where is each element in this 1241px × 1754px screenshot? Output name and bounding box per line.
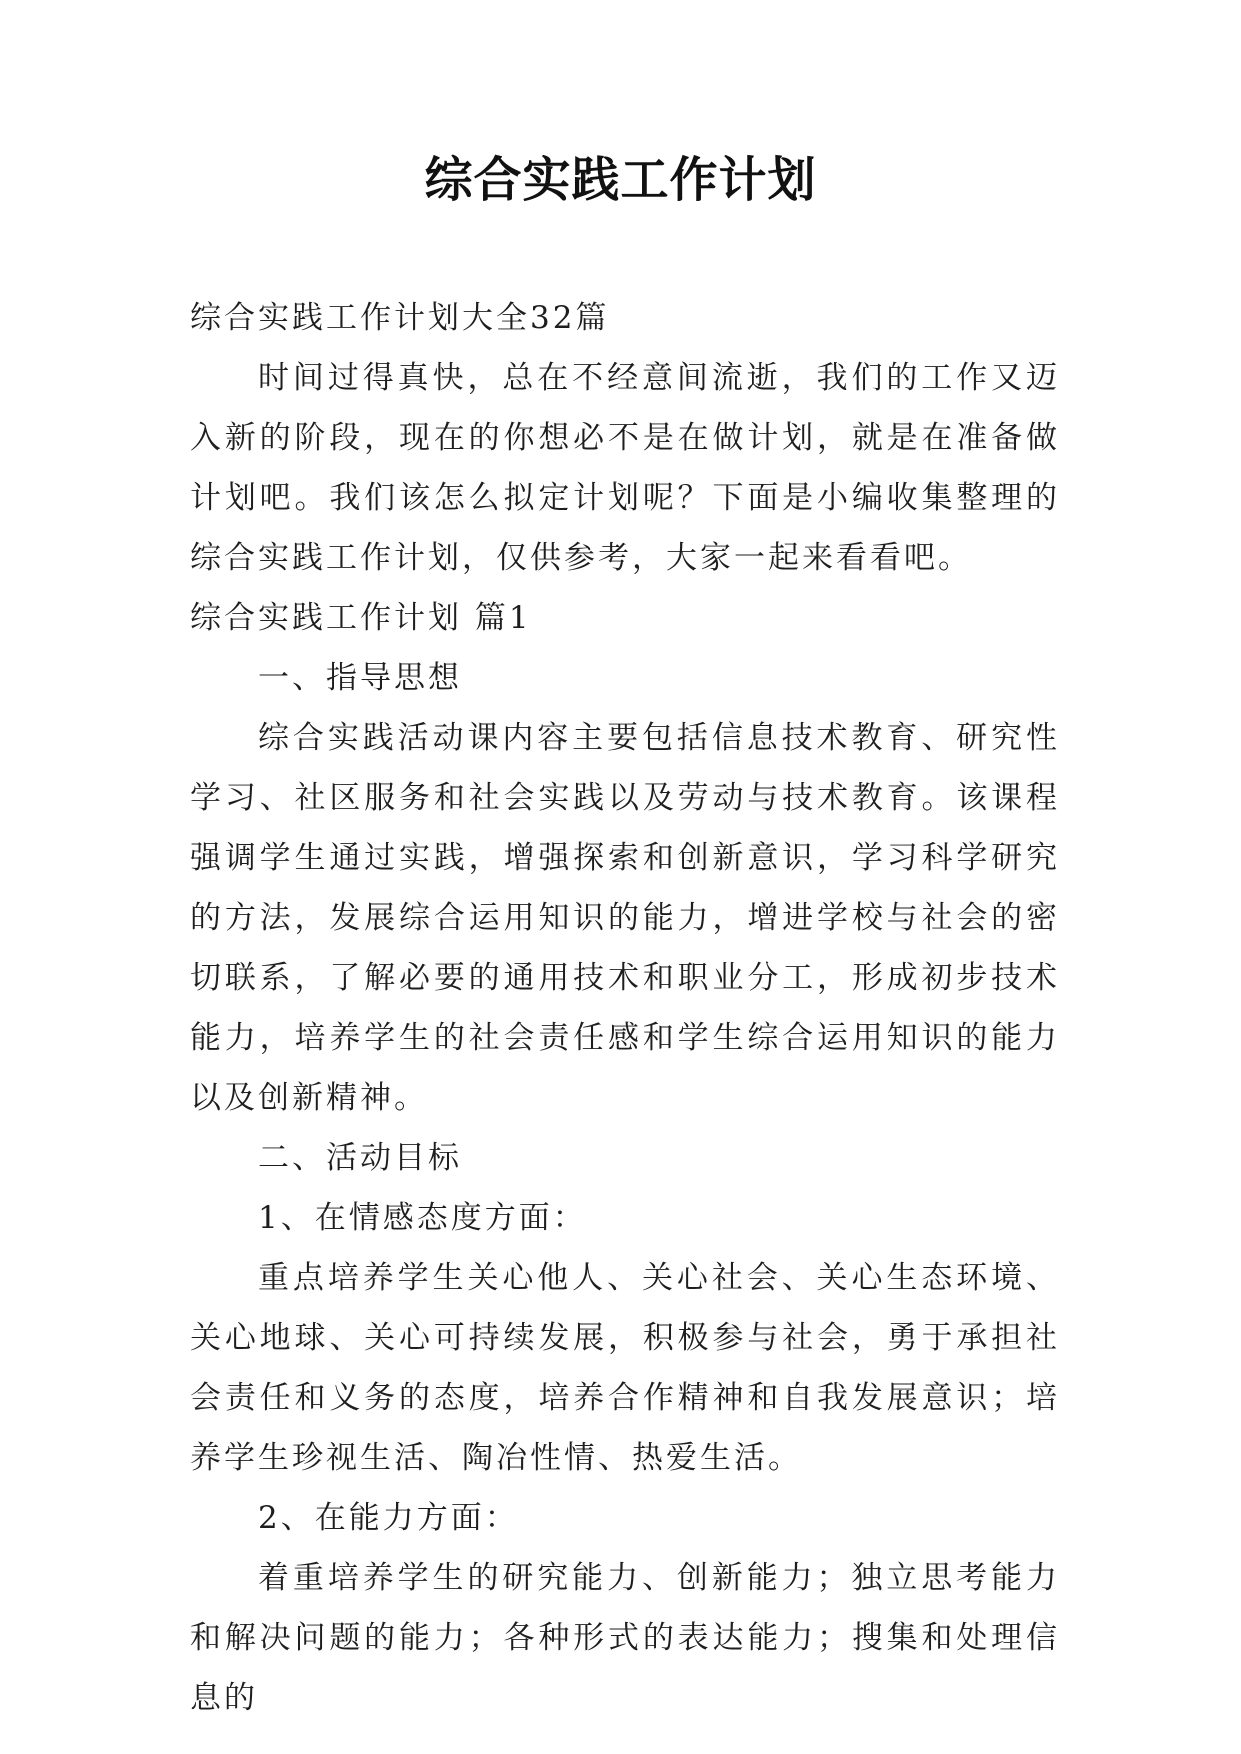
emotional-attitude-paragraph: 重点培养学生关心他人、关心社会、关心生态环境、关心地球、关心可持续发展，积极参与社会，勇于承担社会责任和义务的态度，培养合作精神和自我发展意识；培养学生珍视生活、陶冶性情、热爱生活。 bbox=[190, 1260, 1060, 1476]
document-title: 综合实践工作计划 bbox=[424, 152, 817, 208]
heading-activity-goals: 二、活动目标 bbox=[258, 1140, 462, 1176]
intro-paragraph: 时间过得真快，总在不经意间流逝，我们的工作又迈入新的阶段，现在的你想必不是在做计划，就是在准备做计划吧。我们该怎么拟定计划呢？下面是小编收集整理的综合实践工作计划，仅供参考，大家一起来看看吧。 bbox=[190, 360, 1060, 576]
section-heading-plan-1: 综合实践工作计划 篇1 bbox=[190, 600, 532, 636]
subheading-ability: 2、在能力方面： bbox=[258, 1500, 519, 1536]
subtitle-line: 综合实践工作计划大全32篇 bbox=[190, 300, 610, 336]
heading-guiding-ideology: 一、指导思想 bbox=[258, 660, 462, 696]
ability-paragraph: 着重培养学生的研究能力、创新能力；独立思考能力和解决问题的能力；各种形式的表达能力；搜集和处理信息的 bbox=[190, 1560, 1060, 1716]
document-body bbox=[190, 288, 1060, 1728]
guiding-ideology-paragraph: 综合实践活动课内容主要包括信息技术教育、研究性学习、社区服务和社会实践以及劳动与技术教育。该课程强调学生通过实践，增强探索和创新意识，学习科学研究的方法，发展综合运用知识的能力，增进学校与社会的密切联系，了解必要的通用技术和职业分工，形成初步技术能力，培养学生的社会责任感和学生综合运用知识的能力以及创新精神。 bbox=[190, 720, 1060, 1116]
subheading-emotional-attitude: 1、在情感态度方面： bbox=[258, 1200, 587, 1236]
